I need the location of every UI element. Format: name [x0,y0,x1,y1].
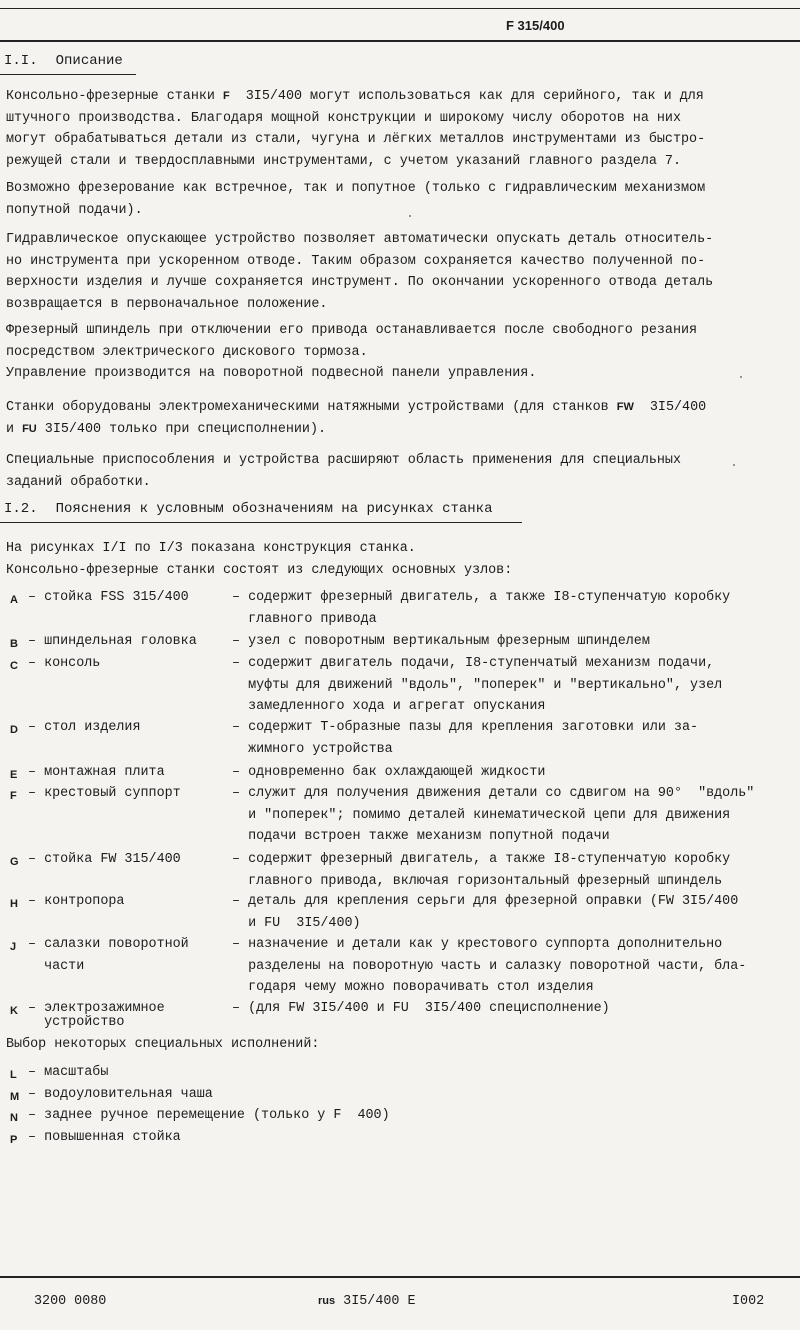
legend-description [232,849,730,892]
legend-name-line: – шпиндельная головка [28,634,197,649]
legend-description-line: главного привода, включая горизонтальный фрезерный шпиндель [232,873,723,889]
paragraph-line: заданий обработки. [6,474,151,490]
legend-letter: C [10,660,18,672]
legend-name [28,587,189,609]
section-1-underline [0,74,136,75]
legend-name-line: части [28,958,85,974]
legend-description-line: – одновременно бак охлаждающей жидкости [232,765,546,780]
special-option-text: – масштабы [28,1065,109,1080]
section-2-underline [0,522,522,523]
special-option-letter: P [10,1133,18,1146]
paragraph-line [6,86,796,108]
legend-description-line: – деталь для крепления серьги для фрезерной оправки (FW 3I5/400 [232,894,739,909]
paragraph-line: Фрезерный шпиндель при отключении его привода останавливается после свободного резания [6,323,698,338]
special-options-title: Выбор некоторых специальных исполнений: [6,1037,320,1052]
legend-name-line: – электрозажимное [28,1001,165,1016]
legend-description-line: и FU 3I5/400) [232,915,361,931]
legend-name [28,934,189,977]
legend-name-line: – контропора [28,894,125,909]
header-rule [0,40,800,42]
paragraph-line [6,108,796,130]
legend-name-line: – салазки поворотной [28,937,189,952]
legend-letter: K [10,1005,18,1017]
line-text: и [6,421,23,437]
legend-description-line: – содержит Т-образные пазы для крепления заготовки или за- [232,720,699,735]
special-option-text: – водоуловительная чаша [28,1086,213,1102]
legend-description-line: – узел с поворотным вертикальным фрезерным шпинделем [232,634,650,649]
footer-doc-number: 3200 0080 [34,1294,107,1309]
footer-language [318,1294,416,1309]
legend-name-line: – монтажная плита [28,765,165,780]
legend-description [232,783,754,848]
legend-letter: J [10,941,17,953]
footer-model: 3I5/400 E [343,1294,416,1309]
legend-name-line: – стойка FSS 315/400 [28,590,189,605]
section-1-title: Описание [55,53,123,69]
legend-name-line: – стойка FW 315/400 [28,852,181,867]
legend-description-line: – содержит фрезерный двигатель, а также I8-ступенчатую коробку [232,852,731,867]
legend-description [232,587,730,630]
legend-letter: G [10,856,19,868]
legend-description-line: замедленного хода и агрегат опускания [232,699,546,714]
legend-letter: F [10,790,17,802]
legend-name-line: – стол изделия [28,720,141,735]
paragraph-line: возвращается в первоначальное положение. [6,296,328,312]
legend-name-line: устройство [28,1014,125,1030]
line-text: режущей стали и твердосплавными инструментами, с учетом указаний главного раздела 7. [6,153,681,169]
legend-description [232,891,738,934]
paper-speck [740,376,742,378]
legend-name [28,849,181,871]
legend-description-line: – (для FW 3I5/400 и FU 3I5/400 специсполнение) [232,1001,610,1016]
legend-description-line: подачи встроен также механизм попутной подачи [232,829,610,844]
legend-name [28,891,124,913]
special-option-text: – заднее ручное перемещение (только у F 400) [28,1108,390,1123]
model-letter: FU [22,422,37,435]
line-text: 3I5/400 только при специсполнении). [36,421,327,437]
legend-description-line: и "поперек"; помимо деталей кинематической цепи для движения [232,807,731,823]
footer-rule [0,1276,800,1278]
legend-description-line: – назначение и детали как у крестового суппорта дополнительно [232,937,723,952]
paragraph-line: посредством электрического дискового тормоза. [6,344,368,360]
legend-name [28,631,197,653]
special-option-letter: M [10,1090,20,1103]
legend-description-line: – содержит фрезерный двигатель, а также I8-ступенчатую коробку [232,590,731,605]
intro-line: На рисунках I/I по I/3 показана конструкция станка. [6,541,416,556]
paragraph-line: Управление производится на поворотной подвесной панели управления. [6,366,537,381]
intro-line: Консольно-фрезерные станки состоят из следующих основных узлов: [6,562,513,578]
paragraph-line: попутной подачи). [6,202,143,218]
legend-description [232,717,698,760]
paragraph-line: но инструмента при ускоренном отводе. Таким образом сохраняется качество полученной по- [6,253,706,269]
line-text: 3I5/400 могут использоваться как для серийного, так и для [229,89,704,104]
legend-letter: E [10,769,18,781]
line-text: 3I5/400 [633,400,707,415]
paper-speck [733,464,735,466]
legend-name [28,762,165,784]
legend-letter: B [10,638,18,650]
section-2-number: I.2. [4,501,38,517]
paragraph-line: Возможно фрезерование как встречное, так и попутное (только с гидравлическим механизмом [6,181,706,196]
paragraph-line [6,397,796,419]
top-rule [0,8,800,9]
model-letter: FW [616,401,634,413]
special-option-letter: L [10,1069,17,1081]
line-text: Станки оборудованы электромеханическими натяжными устройствами (для станков [6,400,617,415]
legend-name-line: – консоль [28,656,101,671]
legend-description [232,762,545,784]
paragraph-line: Специальные приспособления и устройства расширяют область применения для специальных [6,453,681,468]
footer-page-number: I002 [732,1294,765,1309]
legend-description-line: разделены на поворотную часть и салазку поворотной части, бла- [232,958,747,974]
legend-letter: A [10,594,18,606]
section-1-heading [4,53,141,69]
paper-speck [409,215,411,217]
legend-description [232,998,610,1020]
legend-description-line: муфты для движений "вдоль", "поперек" и "вертикально", узел [232,677,723,693]
paragraph-line [6,419,796,441]
legend-letter: H [10,898,18,910]
legend-name [28,783,181,805]
legend-name [28,998,165,1033]
section-2-heading [4,501,510,517]
legend-name-line: – крестовый суппорт [28,786,181,801]
legend-description [232,653,722,718]
paragraph-line: верхности изделия и лучше сохраняется инструмент. По окончании ускоренного отвода деталь [6,275,714,290]
line-text: штучного производства. Благодаря мощной конструкции и широкому числу оборотов на них [6,110,681,126]
footer-lang-code: rus [318,1295,336,1307]
legend-description-line: годаря чему можно поворачивать стол изделия [232,980,594,995]
paragraph-line: Гидравлическое опускающее устройство позволяет автоматически опускать деталь относитель- [6,232,714,247]
legend-description [232,934,746,999]
line-text: Консольно-фрезерные станки [6,89,223,104]
line-text: могут обрабатываться детали из стали, чугуна и лёгких металлов инструментами из быстро- [6,132,706,147]
special-option-text: – повышенная стойка [28,1129,181,1145]
legend-name [28,653,100,675]
section-1-number: I.I. [4,53,38,69]
legend-description [232,631,650,653]
section-2-title: Пояснения к условным обозначениям на рисунках станка [55,501,493,517]
paragraph-line [6,151,796,173]
header-model-code: F 315/400 [506,18,565,33]
legend-letter: D [10,724,18,736]
legend-description-line: главного привода [232,611,377,627]
legend-name [28,717,141,739]
legend-description-line: – служит для получения движения детали со сдвигом на 90° "вдоль" [232,786,755,801]
legend-description-line: жимного устройства [232,741,393,757]
paragraph-line [6,129,796,151]
model-letter: F [222,90,230,102]
legend-description-line: – содержит двигатель подачи, I8-ступенчатый механизм подачи, [232,656,715,671]
special-option-letter: N [10,1112,18,1124]
